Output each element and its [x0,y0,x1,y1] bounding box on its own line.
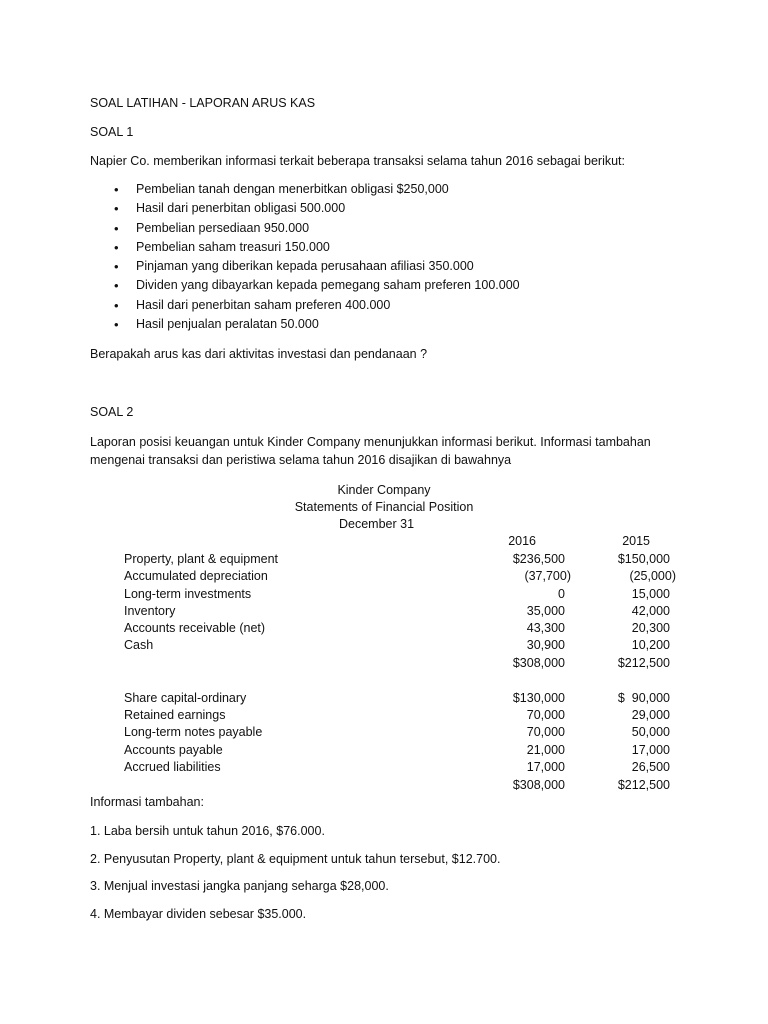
row-label: Accounts receivable (net) [124,621,266,635]
row-label: Share capital-ordinary [124,691,247,705]
value-2015: $150,000 [617,552,670,566]
value-2016: 43,300 [526,621,565,635]
value-2016: 21,000 [526,743,565,757]
soal-2-intro-line-1: Laporan posisi keuangan untuk Kinder Company menunjukkan informasi berikut. Informasi tambahan [90,435,651,449]
value-2015: 10,200 [631,638,670,652]
list-item: • Pembelian tanah dengan menerbitkan obligasi $250,000 [110,180,520,199]
additional-info-item: 2. Penyusutan Property, plant & equipment untuk tahun tersebut, $12.700. [90,852,501,866]
row-label: Retained earnings [124,708,226,722]
value-2016: 0 [558,587,565,601]
row-label: Accounts payable [124,743,223,757]
soal-1-transaction-list [110,180,520,334]
statement-date: December 31 [339,517,415,531]
statement-title: Statements of Financial Position [294,500,474,514]
value-2016: 30,900 [526,638,565,652]
value-2015: 26,500 [631,760,670,774]
list-item: • Hasil penjualan peralatan 50.000 [110,315,520,334]
value-2015: 42,000 [631,604,670,618]
value-2016: 70,000 [526,725,565,739]
list-item: • Hasil dari penerbitan saham preferen 400.000 [110,296,520,315]
row-label: Long-term notes payable [124,725,263,739]
additional-info-item: 4. Membayar dividen sebesar $35.000. [90,907,307,921]
value-2016: 17,000 [526,760,565,774]
equity-liabilities-total-2016: $308,000 [512,778,565,792]
row-label: Property, plant & equipment [124,552,279,566]
list-item: • Hasil dari penerbitan obligasi 500.000 [110,199,520,218]
value-2015: (25,000) [629,569,676,583]
row-label: Accrued liabilities [124,760,221,774]
value-2016: (37,700) [524,569,571,583]
row-label: Accumulated depreciation [124,569,268,583]
value-2016: 35,000 [526,604,565,618]
row-label: Inventory [124,604,176,618]
value-2015: 17,000 [631,743,670,757]
value-2015: 29,000 [631,708,670,722]
row-label: Cash [124,638,154,652]
additional-info-item: 3. Menjual investasi jangka panjang seharga $28,000. [90,879,389,893]
value-2015: 15,000 [631,587,670,601]
statement-company-name: Kinder Company [337,483,431,497]
soal-1-question: Berapakah arus kas dari aktivitas investasi dan pendanaan ? [90,347,428,361]
list-item: • Pembelian saham treasuri 150.000 [110,238,520,257]
column-header-2015: 2015 [622,534,650,548]
soal-1-title: SOAL 1 [90,125,134,139]
list-item: • Pembelian persediaan 950.000 [110,219,520,238]
value-2015: $ 90,000 [617,691,670,705]
additional-info-title: Informasi tambahan: [90,795,204,809]
document-heading: SOAL LATIHAN - LAPORAN ARUS KAS [90,96,316,110]
value-2016: $236,500 [512,552,565,566]
soal-1-intro: Napier Co. memberikan informasi terkait beberapa transaksi selama tahun 2016 sebagai berikut: [90,154,626,168]
list-item: • Pinjaman yang diberikan kepada perusahaan afiliasi 350.000 [110,257,520,276]
value-2016: 70,000 [526,708,565,722]
soal-2-title: SOAL 2 [90,405,134,419]
column-header-2016: 2016 [508,534,536,548]
list-item: • Dividen yang dibayarkan kepada pemegang saham preferen 100.000 [110,276,520,295]
soal-2-intro-line-2: mengenai transaksi dan peristiwa selama tahun 2016 disajikan di bawahnya [90,453,512,467]
assets-total-2016: $308,000 [512,656,565,670]
row-label: Long-term investments [124,587,252,601]
equity-liabilities-total-2015: $212,500 [617,778,670,792]
value-2015: 50,000 [631,725,670,739]
value-2015: 20,300 [631,621,670,635]
assets-total-2015: $212,500 [617,656,670,670]
additional-info-item: 1. Laba bersih untuk tahun 2016, $76.000. [90,824,325,838]
value-2016: $130,000 [512,691,565,705]
